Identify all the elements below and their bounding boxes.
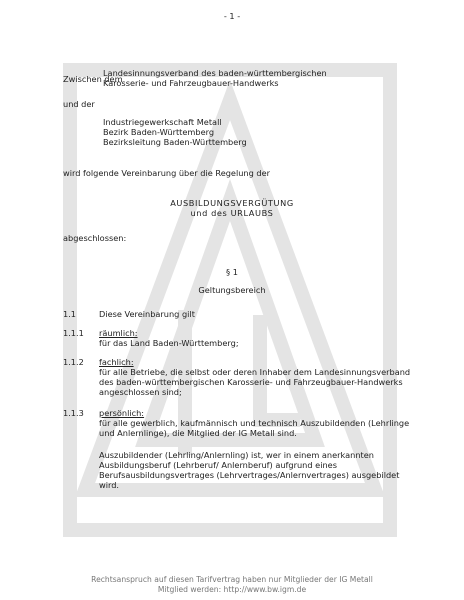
clause-text: für das Land Baden-Württemberg; <box>99 338 239 348</box>
note-text: Auszubildender (Lehrling/Anlernling) ist, wer in einem anerkannten <box>99 450 374 460</box>
note-text: wird. <box>99 480 119 490</box>
section-title: Geltungsbereich <box>198 285 266 295</box>
und-der-text: und der <box>63 99 95 109</box>
concluded-text: abgeschlossen: <box>63 233 127 243</box>
clause-text: des baden-württembergischen Karosserie- und Fahrzeugbauer-Handwerks <box>99 377 403 387</box>
clause-number: 1.1 <box>63 309 77 319</box>
clause-number: 1.1.3 <box>63 408 84 418</box>
clause-label: fachlich: <box>99 357 134 367</box>
intro-text: Zwischen dem <box>63 74 123 84</box>
clause-label: Diese Vereinbarung gilt <box>99 309 195 319</box>
document-subtitle: und des URLAUBS <box>190 208 274 218</box>
party2-line-2: Bezirk Baden-Württemberg <box>103 127 215 137</box>
section-number: § 1 <box>226 267 238 277</box>
clause-label: persönlich: <box>99 408 145 418</box>
clause-text: für alle gewerblich, kaufmännisch und technisch Auszubildenden (Lehrlinge <box>99 418 410 428</box>
note-text: Ausbildungsberuf (Lehrberuf/ Anlernberuf) aufgrund eines <box>99 460 337 470</box>
clause-text: und Anlernlinge), die Mitglied der IG Metall sind. <box>99 428 297 438</box>
party1-line-2: Karosserie- und Fahrzeugbauer-Handwerks <box>103 78 279 88</box>
document-title: AUSBILDUNGSVERGÜTUNG <box>170 198 294 208</box>
clause-number: 1.1.1 <box>63 328 84 338</box>
agreement-line: wird folgende Vereinbarung über die Regelung der <box>63 168 271 178</box>
clause-text: angeschlossen sind; <box>99 387 182 397</box>
footer-notice: Rechtsanspruch auf diesen Tarifvertrag haben nur Mitglieder der IG Metall <box>91 575 373 584</box>
party2-line-3: Bezirksleitung Baden-Württemberg <box>103 137 247 147</box>
party1-line-1: Landesinnungsverband des baden-württembergischen <box>103 68 327 78</box>
page-number: - 1 - <box>223 11 241 21</box>
clause-text: für alle Betriebe, die selbst oder deren Inhaber dem Landesinnungsverband <box>99 367 411 377</box>
party2-line-1: Industriegewerkschaft Metall <box>103 117 222 127</box>
clause-number: 1.1.2 <box>63 357 84 367</box>
clause-label: räumlich: <box>99 328 138 338</box>
note-text: Berufsausbildungsvertrages (Lehrvertrages/Anlernvertrages) ausgebildet <box>99 470 400 480</box>
footer-link[interactable]: Mitglied werden: http://www.bw.igm.de <box>157 585 307 594</box>
